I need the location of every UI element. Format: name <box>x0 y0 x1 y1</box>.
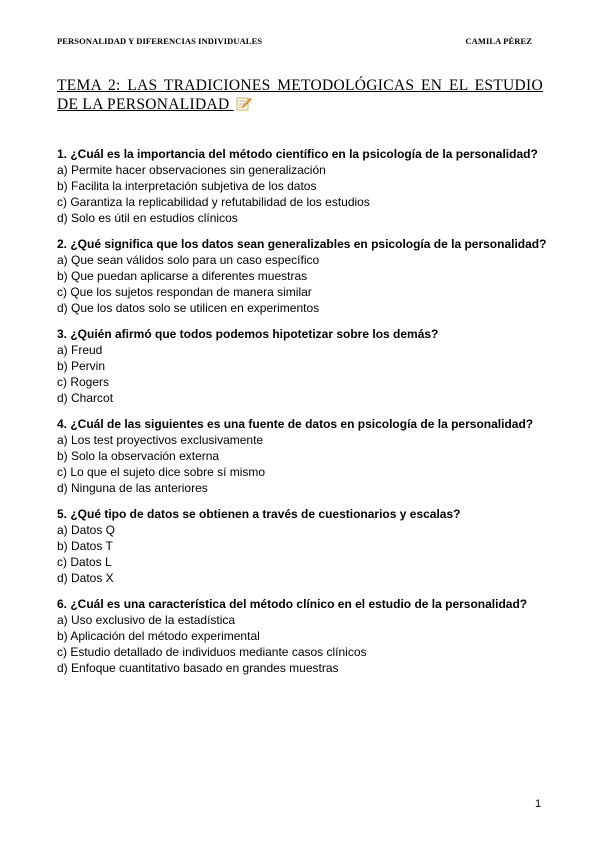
page-header <box>57 36 532 46</box>
question-text: 6. ¿Cuál es una característica del método clínico en el estudio de la personalidad? <box>57 597 528 611</box>
answer-option: d) Que los datos solo se utilicen en experimentos <box>57 301 320 315</box>
answer-option: c) Que los sujetos respondan de manera similar <box>57 285 312 299</box>
question-text: 4. ¿Cuál de las siguientes es una fuente de datos en psicología de la personalidad? <box>57 417 534 431</box>
question-block <box>57 146 547 226</box>
answer-option: b) Aplicación del método experimental <box>57 629 260 643</box>
question-block <box>57 326 547 406</box>
answer-option: a) Permite hacer observaciones sin generalización <box>57 163 326 177</box>
question-text: 1. ¿Cuál es la importancia del método científico en la psicología de la personalidad? <box>57 147 538 161</box>
question-text: 2. ¿Qué significa que los datos sean generalizables en psicología de la personalidad? <box>57 237 547 251</box>
answer-option: c) Datos L <box>57 555 112 569</box>
answer-option: a) Que sean válidos solo para un caso específico <box>57 253 320 267</box>
answer-option: d) Enfoque cuantitativo basado en grandes muestras <box>57 661 339 675</box>
answer-option: c) Estudio detallado de individuos mediante casos clínicos <box>57 645 367 659</box>
answer-option: b) Que puedan aplicarse a diferentes muestras <box>57 269 308 283</box>
header-author: CAMILA PÉREZ <box>465 36 532 46</box>
question-text: 3. ¿Quién afirmó que todos podemos hipotetizar sobre los demás? <box>57 327 439 341</box>
question-block <box>57 416 547 496</box>
answer-option: c) Rogers <box>57 375 110 389</box>
page-number: 1 <box>535 798 542 810</box>
answer-option: b) Facilita la interpretación subjetiva de los datos <box>57 179 317 193</box>
title-text: TEMA 2: LAS TRADICIONES METODOLÓGICAS EN EL ESTUDIO DE LA PERSONALIDAD <box>57 77 543 113</box>
answer-option: a) Freud <box>57 343 103 357</box>
answer-option: b) Datos T <box>57 539 113 553</box>
answer-option: a) Uso exclusivo de la estadística <box>57 613 236 627</box>
question-text: 5. ¿Qué tipo de datos se obtienen a través de cuestionarios y escalas? <box>57 507 461 521</box>
question-list <box>57 146 547 686</box>
answer-option: b) Solo la observación externa <box>57 449 220 463</box>
answer-option: d) Ninguna de las anteriores <box>57 481 208 495</box>
answer-option: d) Datos X <box>57 571 114 585</box>
answer-option: c) Garantiza la replicabilidad y refutabilidad de los estudios <box>57 195 370 209</box>
answer-option: c) Lo que el sujeto dice sobre sí mismo <box>57 465 266 479</box>
document-title <box>57 76 543 114</box>
question-block <box>57 596 547 676</box>
answer-option: d) Solo es útil en estudios clínicos <box>57 211 238 225</box>
answer-option: a) Los test proyectivos exclusivamente <box>57 433 264 447</box>
answer-option: b) Pervin <box>57 359 106 373</box>
answer-option: a) Datos Q <box>57 523 116 537</box>
question-block <box>57 236 547 316</box>
header-course: PERSONALIDAD Y DIFERENCIAS INDIVIDUALES <box>57 36 263 46</box>
memo-pencil-icon <box>236 97 252 111</box>
answer-option: d) Charcot <box>57 391 114 405</box>
question-block <box>57 506 547 586</box>
